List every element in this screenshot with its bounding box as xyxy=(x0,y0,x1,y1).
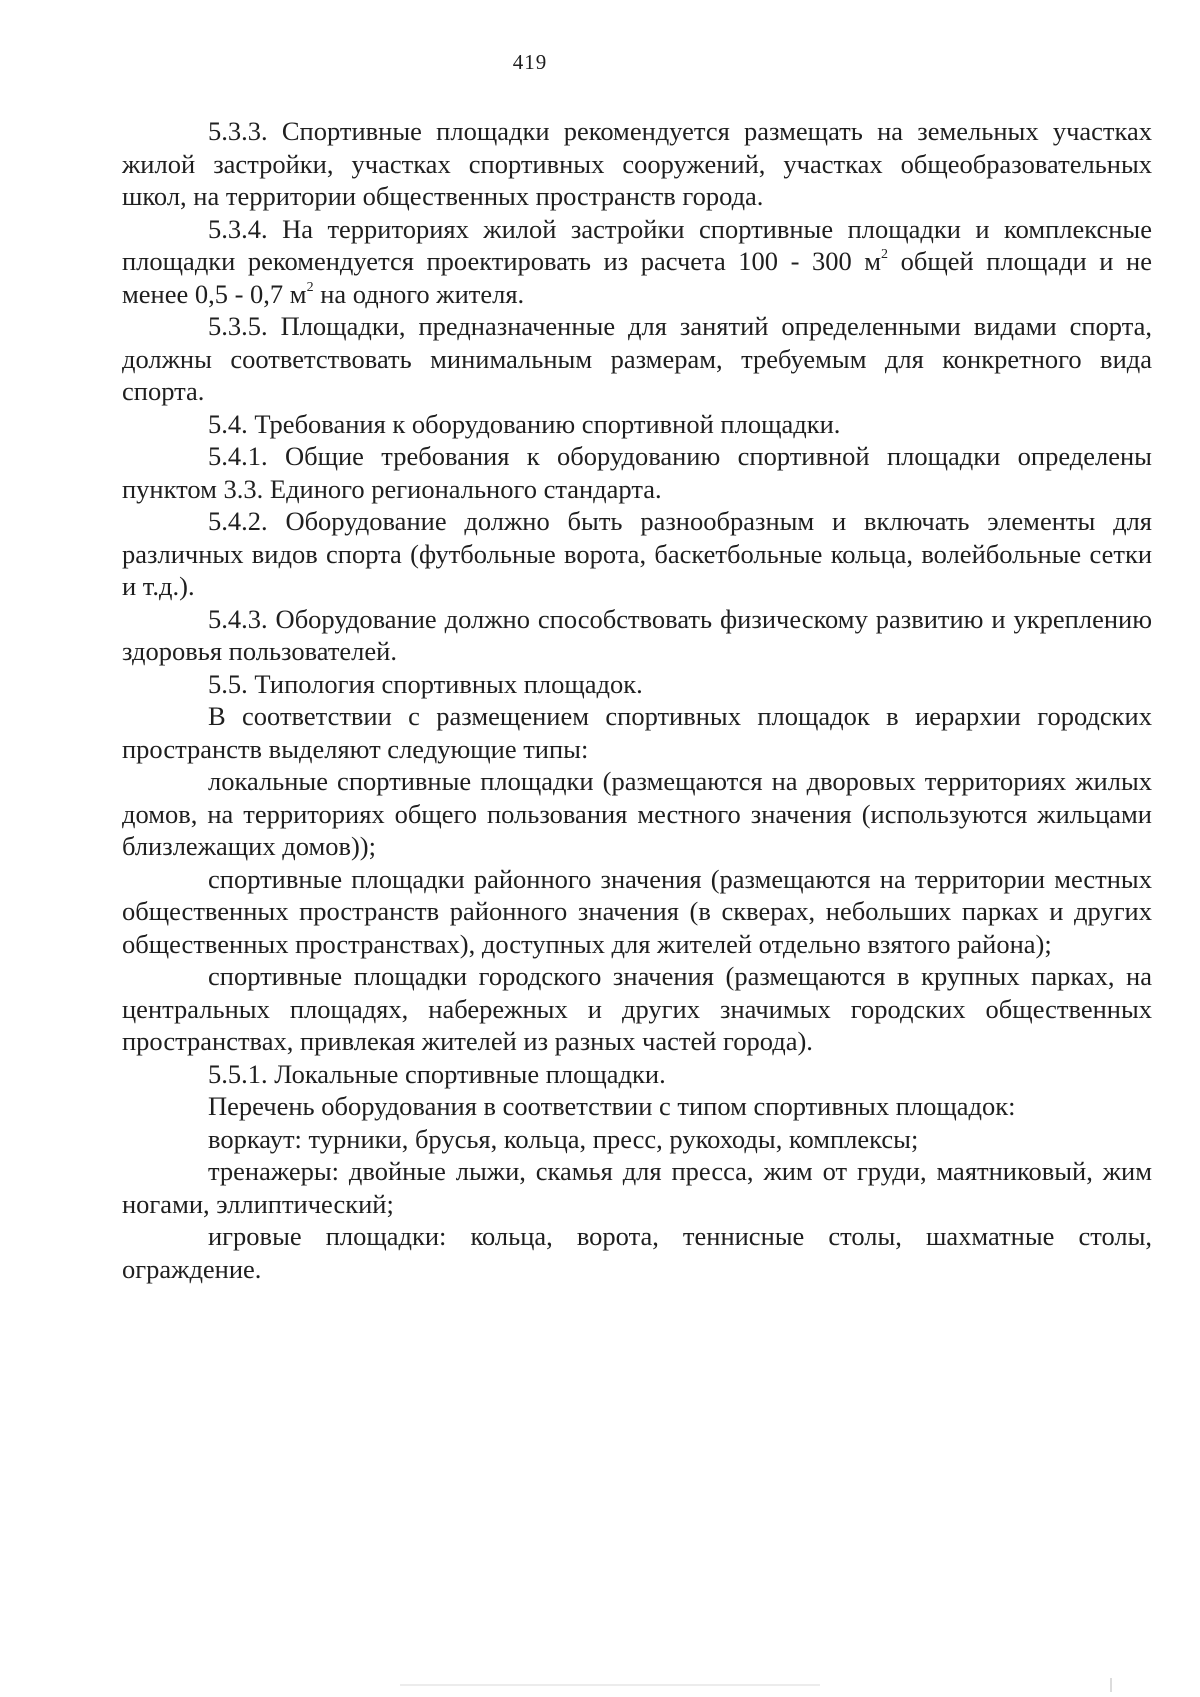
paragraph-5-4-2: 5.4.2. Оборудование должно быть разнообразным и включать элементы для различных видов спорта (футбольные ворота, баскетбольные кольца, волейбольные сетки и т.д.). xyxy=(122,506,1152,601)
superscript-squared: 2 xyxy=(881,247,889,262)
document-body xyxy=(122,115,1152,1285)
paragraph-5-4-3: 5.4.3. Оборудование должно способствовать физическому развитию и укреплению здоровья пользователей. xyxy=(122,603,1152,666)
page-number: 419 xyxy=(512,50,548,74)
list-item-city-areas: спортивные площадки городского значения (размещаются в крупных парках, на центральных площадях, набережных и других значимых городских общественных пространствах, привлекая жителей из разных частей города). xyxy=(122,961,1152,1056)
paragraph-5-3-4-part-b: общей площади и не менее 0,5 - 0,7 м xyxy=(122,246,1152,309)
paragraph-5-3-3: 5.3.3. Спортивные площадки рекомендуется размещать на земельных участках жилой застройки, участках спортивных сооружений, участках общеобразовательных школ, на территории общественных пространств города. xyxy=(122,116,1152,211)
heading-5-5: 5.5. Типология спортивных площадок. xyxy=(208,668,643,699)
paragraph-equipment-intro: Перечень оборудования в соответствии с типом спортивных площадок: xyxy=(208,1091,1016,1121)
paragraph-5-4-1: 5.4.1. Общие требования к оборудованию спортивной площадки определены пунктом 3.3. Единого регионального стандарта. xyxy=(122,441,1152,504)
scan-edge-mark xyxy=(1110,1678,1112,1692)
list-item-trainers: тренажеры: двойные лыжи, скамья для пресса, жим от груди, маятниковый, жим ногами, эллиптический; xyxy=(122,1156,1152,1219)
scan-edge-line xyxy=(400,1684,820,1686)
paragraph-5-3-5: 5.3.5. Площадки, предназначенные для занятий определенными видами спорта, должны соответствовать минимальным размерам, требуемым для конкретного вида спорта. xyxy=(122,311,1152,406)
list-item-workout: воркаут: турники, брусья, кольца, пресс, рукоходы, комплексы; xyxy=(208,1123,919,1154)
list-item-district-areas: спортивные площадки районного значения (размещаются на территории местных общественных пространств районного значения (в скверах, небольших парках и других общественных пространствах), доступных для жителей отдельно взятого района); xyxy=(122,863,1152,959)
heading-5-5-1: 5.5.1. Локальные спортивные площадки. xyxy=(208,1058,666,1089)
list-item-playgrounds: игровые площадки: кольца, ворота, теннисные столы, шахматные столы, ограждение. xyxy=(122,1221,1152,1284)
heading-5-4: 5.4. Требования к оборудованию спортивной площадки. xyxy=(208,408,841,439)
superscript-squared: 2 xyxy=(306,279,314,295)
paragraph-5-3-4-part-c: на одного жителя. xyxy=(313,278,525,309)
paragraph-5-3-4-part-a: 5.3.4. На территориях жилой застройки спортивные площадки и комплексные площадки рекомендуется проектировать из расчета 100 - 300 м xyxy=(122,213,1152,276)
paragraph-typology-intro: В соответствии с размещением спортивных площадок в иерархии городских пространств выделяют следующие типы: xyxy=(122,701,1152,764)
list-item-local-areas: локальные спортивные площадки (размещаются на дворовых территориях жилых домов, на территориях общего пользования местного значения (используются жильцами близлежащих домов)); xyxy=(122,766,1152,861)
paragraph-5-3-4 xyxy=(122,213,1152,311)
